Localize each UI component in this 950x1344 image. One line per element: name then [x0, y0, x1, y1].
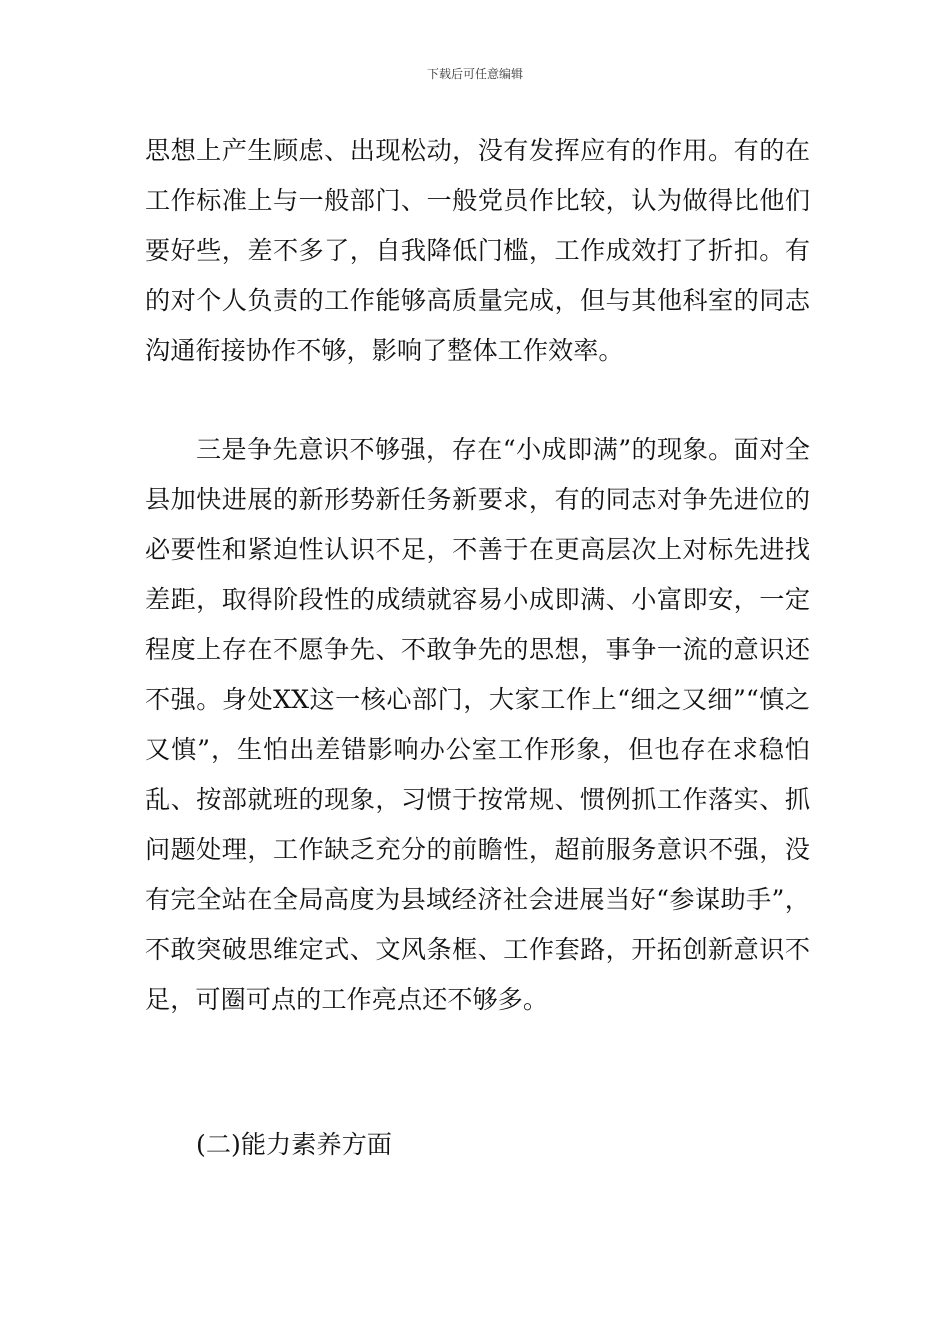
- paragraph-continuation: 思想上产生顾虑、出现松动，没有发挥应有的作用。有的在工作标准上与一般部门、一般党员作比较，认为做得比他们要好些，差不多了，自我降低门槛，工作成效打了折扣。有的对个人负责的工作能够高质量完成，但与其他科室的同志沟通衔接协作不够，影响了整体工作效率。: [145, 136, 810, 365]
- page-header-note: 下载后可任意编辑: [426, 67, 523, 81]
- paragraph-competitive-awareness: 三是争先意识不够强，存在“小成即满”的现象。面对全县加快进展的新形势新任务新要求，有的同志对争先进位的必要性和紧迫性认识不足，不善于在更高层次上对标先进找差距，取得阶段性的成绩就容易小成即满、小富即安，一定程度上存在不愿争先、不敢争先的思想，事争一流的意识还不强。身处XX这一核心部门，大家工作上“细之又细”“慎之又慎”，生怕出差错影响办公室工作形象，但也存在求稳怕乱、按部就班的现象，习惯于按常规、惯例抓工作落实、抓问题处理，工作缺乏充分的前瞻性，超前服务意识不强，没有完全站在全局高度为县域经济社会进展当好“参谋助手”，不敢突破思维定式、文风条框、工作套路，开拓创新意识不足，可圈可点的工作亮点还不够多。: [145, 435, 810, 1014]
- section-heading-ability: (二)能力素养方面: [196, 1130, 392, 1159]
